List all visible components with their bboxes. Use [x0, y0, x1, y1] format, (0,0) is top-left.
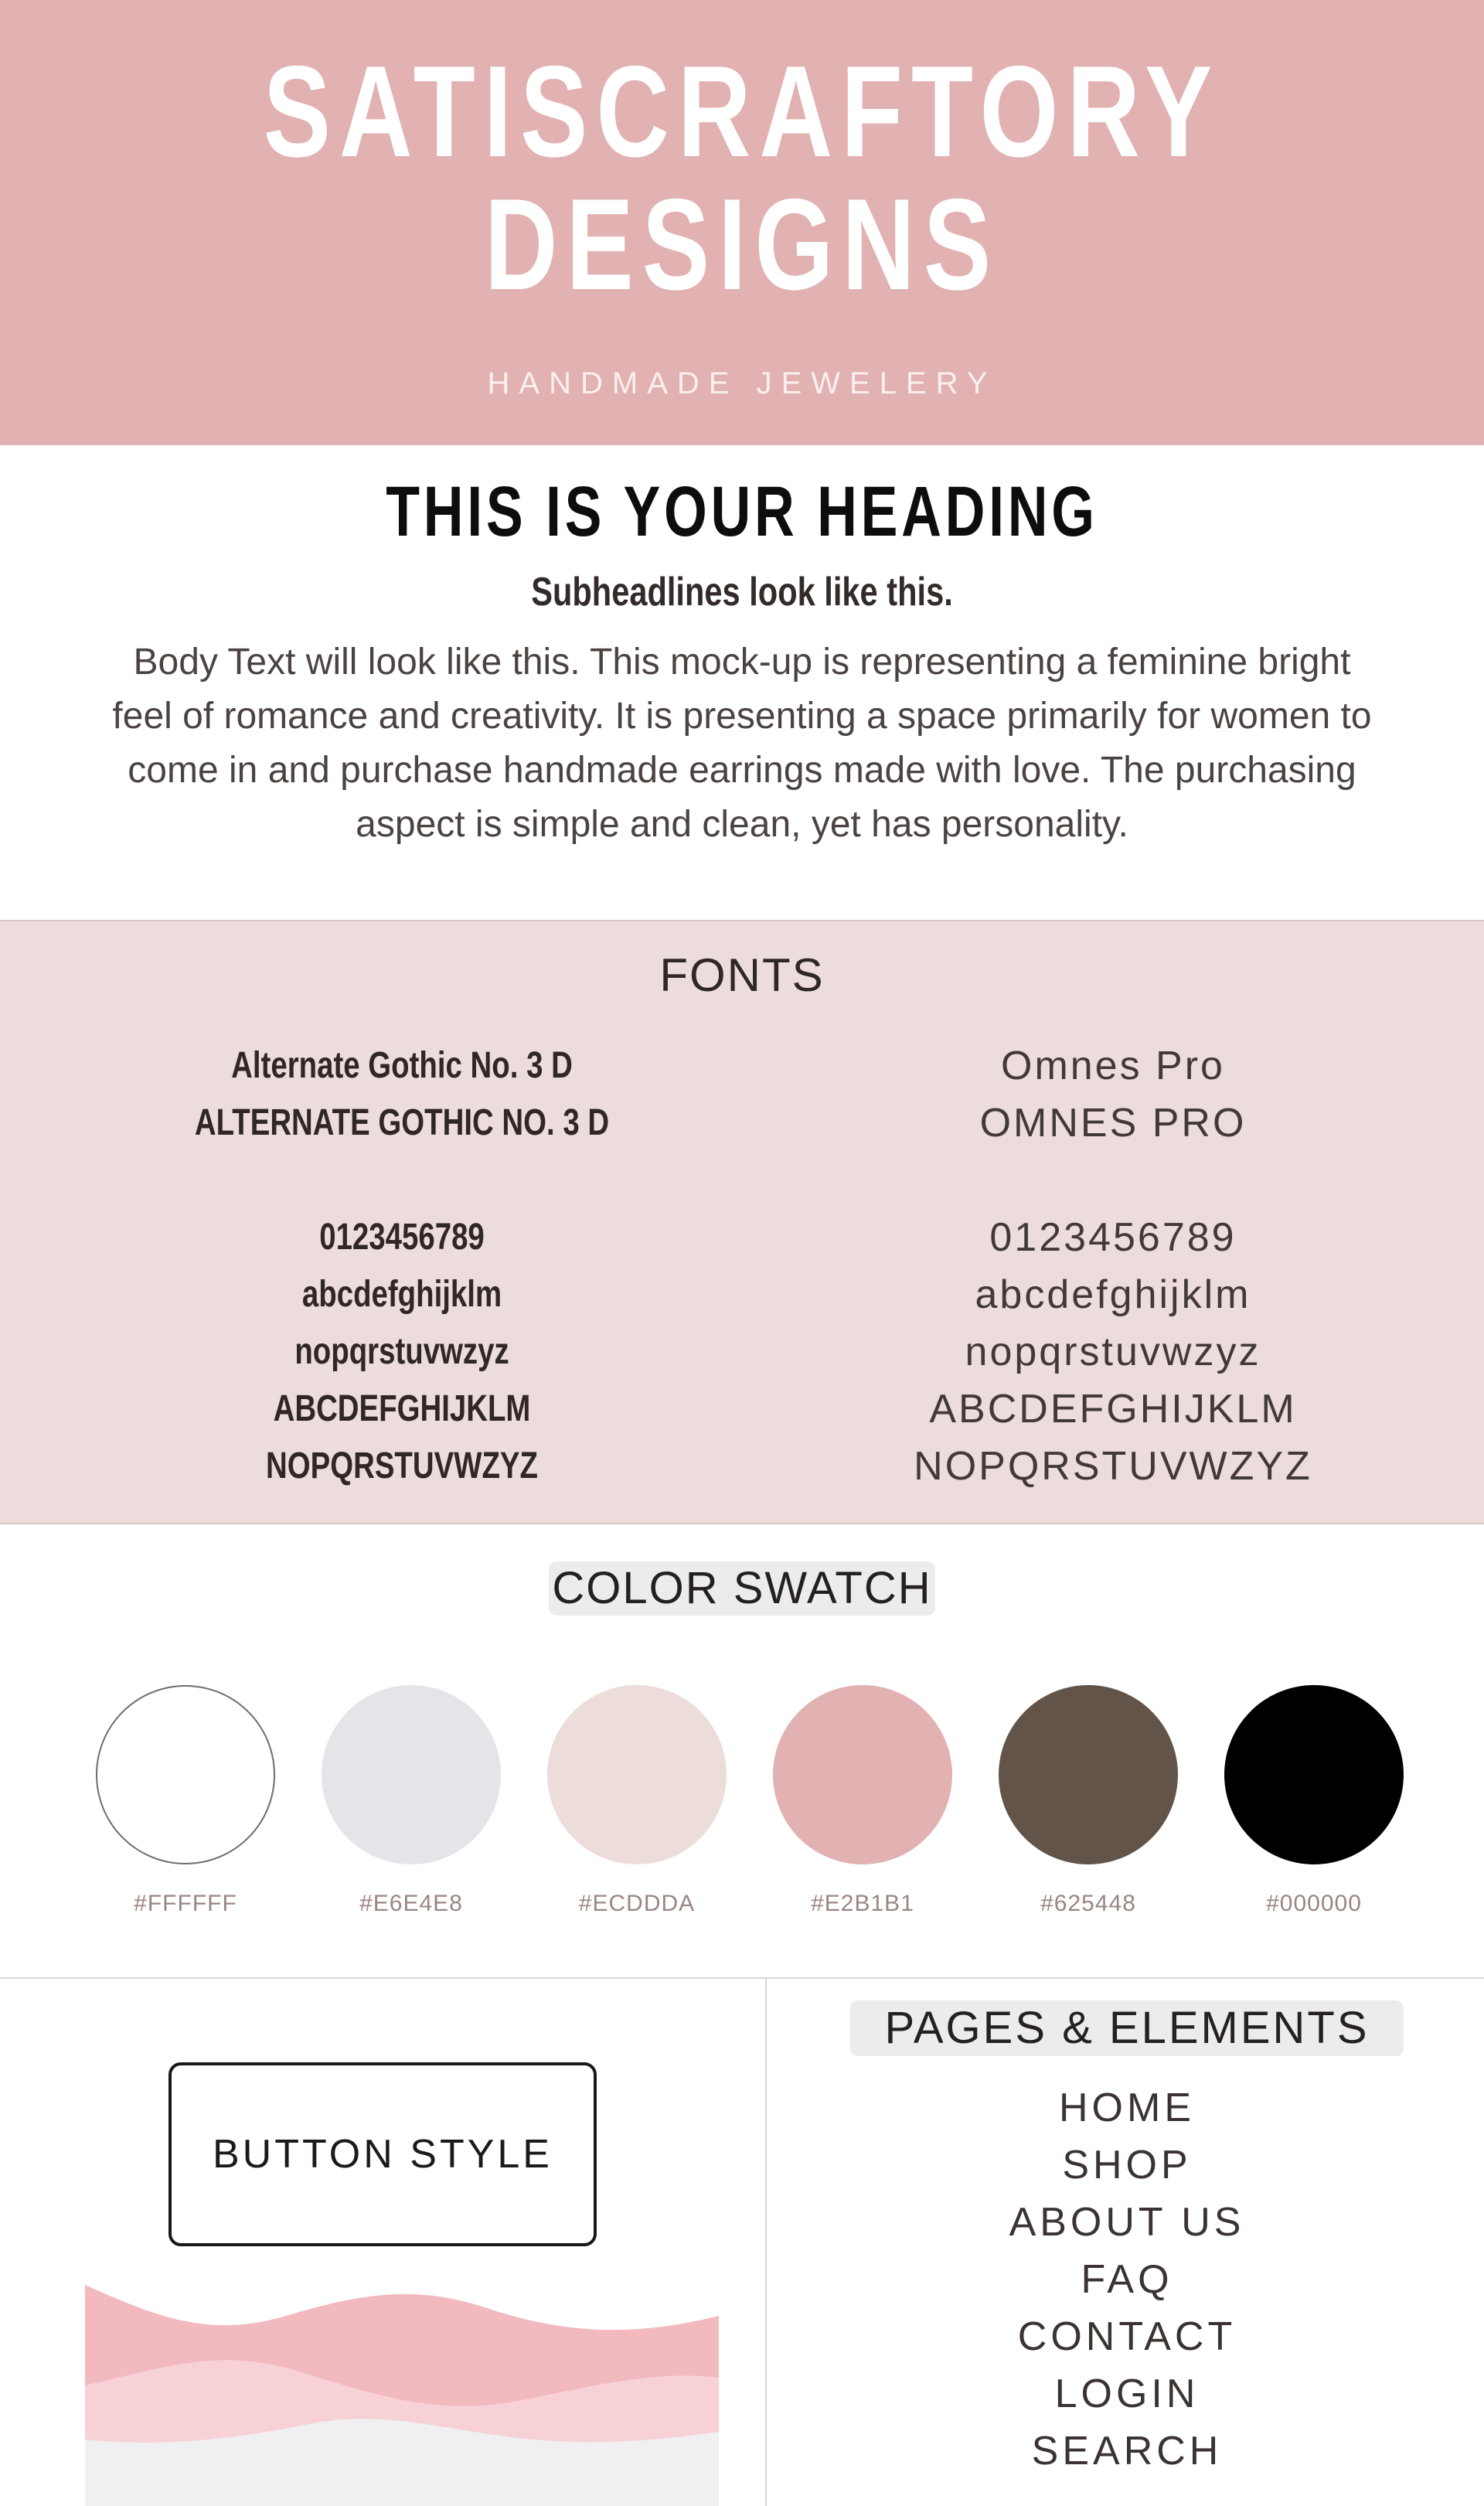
elements-section: [0, 1977, 1484, 2504]
page-link-shop[interactable]: SHOP: [1062, 2143, 1192, 2188]
pages-elements-title: PAGES & ELEMENTS: [850, 2000, 1404, 2056]
page-link-contact[interactable]: CONTACT: [1017, 2314, 1237, 2359]
swatch-black: [1224, 1685, 1404, 1917]
font-lowercase-1: abcdefghijklm: [975, 1272, 1251, 1317]
swatch-circle: [773, 1685, 952, 1864]
swatch-circle: [547, 1685, 727, 1864]
swatch-circle: [999, 1685, 1178, 1864]
page-link-login[interactable]: LOGIN: [1054, 2372, 1200, 2416]
typography-sample: [0, 445, 1484, 920]
page-link-home[interactable]: HOME: [1059, 2085, 1195, 2130]
swatch-hex: #ECDDDA: [578, 1891, 696, 1916]
sample-subheadline: Subheadlines look like this.: [531, 570, 953, 615]
swatch-rose: [772, 1685, 953, 1917]
page-link-faq[interactable]: FAQ: [1081, 2257, 1173, 2302]
swatch-hex: #E6E4E8: [359, 1891, 463, 1916]
font-name: Alternate Gothic No. 3 D: [231, 1045, 573, 1086]
font-digits: 0123456789: [319, 1217, 485, 1258]
font-specimen-gothic: [54, 1037, 750, 1495]
color-swatch-section: [0, 1524, 1484, 1977]
swatch-hex: #000000: [1266, 1891, 1362, 1916]
sample-heading: THIS IS YOUR HEADING: [386, 472, 1098, 551]
swatch-taupe: [998, 1685, 1179, 1917]
swatch-blush: [546, 1685, 727, 1917]
sample-button[interactable]: BUTTON STYLE: [168, 2062, 597, 2246]
swatch-light-gray: [321, 1685, 502, 1917]
font-name: Omnes Pro: [1001, 1044, 1225, 1088]
wave-decoration: [85, 2285, 719, 2506]
page-link-search[interactable]: SEARCH: [1031, 2429, 1223, 2474]
font-lowercase-2: nopqrstuvwzyz: [965, 1330, 1261, 1374]
font-digits: 0123456789: [989, 1215, 1237, 1260]
swatch-white: [95, 1685, 276, 1917]
font-lowercase-1: abcdefghijklm: [301, 1274, 502, 1315]
swatch-hex: #E2B1B1: [811, 1891, 914, 1916]
font-uppercase-1: ABCDEFGHIJKLM: [929, 1387, 1297, 1432]
font-name-upper: ALTERNATE GOTHIC NO. 3 D: [194, 1102, 610, 1143]
swatch-circle: [1224, 1685, 1404, 1864]
sample-body-text: Body Text will look like this. This mock-up is representing a feminine bright feel of romance and creativity. It is presenting a space primarily for women to come in and purchase handmade earrings made with love. The purchasing aspect is simple and clean, yet has personality.: [112, 642, 1372, 845]
font-uppercase-2: NOPQRSTUVWZYZ: [266, 1445, 538, 1486]
fonts-title: FONTS: [659, 949, 825, 1001]
swatch-circle: [96, 1685, 275, 1864]
font-specimen-omnes: [765, 1037, 1461, 1495]
swatch-hex: #FFFFFF: [134, 1891, 237, 1916]
font-uppercase-2: NOPQRSTUVWZYZ: [914, 1444, 1312, 1489]
pages-list: [850, 2079, 1404, 2480]
font-uppercase-1: ABCDEFGHIJKLM: [273, 1388, 531, 1429]
brand-line-2: DESIGNS: [484, 172, 1000, 317]
brand-tagline: HANDMADE JEWELERY: [487, 366, 997, 400]
brand-name: [163, 39, 1321, 317]
color-swatch-title: COLOR SWATCH: [549, 1561, 935, 1616]
swatch-hex: #625448: [1040, 1891, 1136, 1916]
font-lowercase-2: nopqrstuvwzyz: [294, 1331, 509, 1372]
swatch-circle: [322, 1685, 501, 1864]
brand-line-1: SATISCRAFTORY: [263, 39, 1221, 184]
brand-header: [0, 0, 1484, 445]
column-divider: [765, 1979, 767, 2506]
page-link-about-us[interactable]: ABOUT US: [1009, 2200, 1245, 2245]
font-name-upper: OMNES PRO: [979, 1101, 1247, 1146]
fonts-section: [0, 920, 1484, 1524]
